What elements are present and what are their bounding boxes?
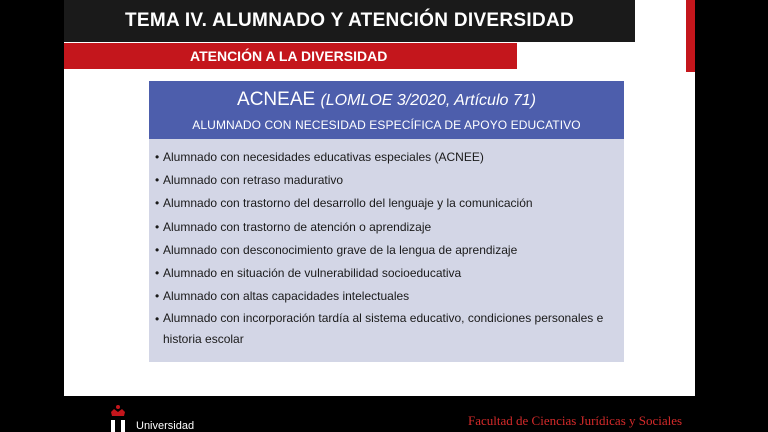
card-subheading: ALUMNADO CON NECESIDAD ESPECÍFICA DE APOYO EDUCATIVO (192, 118, 581, 132)
card-heading-text: ACNEAE (237, 89, 316, 110)
accent-stripe (686, 0, 695, 72)
bullet-icon: • (155, 289, 160, 304)
bullet-icon: • (155, 196, 160, 211)
list-item-text: Alumnado con desconocimiento grave de la lengua de aprendizaje (163, 242, 518, 257)
list-item-text: Alumnado con trastorno del desarrollo del lenguaje y la comunicación (163, 196, 533, 211)
list-item (155, 265, 614, 281)
university-logo (108, 404, 218, 432)
bullet-icon: • (155, 312, 160, 327)
card-header (149, 81, 624, 139)
list-item (155, 149, 614, 165)
list-item-text: Alumnado con retraso madurativo (163, 173, 344, 188)
list-item (155, 172, 614, 188)
faculty-name: Facultad de Ciencias Jurídicas y Sociales (468, 413, 683, 428)
list-item-text: Alumnado con trastorno de atención o aprendizaje (163, 219, 432, 234)
list-item-text: Alumnado con altas capacidades intelectuales (163, 289, 410, 304)
card-heading (149, 89, 624, 112)
subtitle-bar (64, 43, 517, 69)
list-item (155, 242, 614, 258)
bullet-icon: • (155, 173, 160, 188)
university-name: Universidad (136, 420, 195, 432)
bullet-icon: • (155, 265, 160, 280)
list-item-text: Alumnado con necesidades educativas especiales (ACNEE) (163, 150, 484, 164)
crown-icon (108, 404, 128, 432)
list-item (155, 311, 614, 350)
bullet-icon: • (155, 150, 160, 164)
slide (64, 0, 695, 396)
list-item-text: Alumnado con incorporación tardía al sistema educativo, condiciones personales e historia escolar (163, 311, 604, 347)
list-item (155, 288, 614, 304)
title-bar (64, 0, 635, 42)
bullet-icon: • (155, 242, 160, 257)
list-item (155, 195, 614, 211)
bullet-icon: • (155, 219, 160, 234)
slide-subtitle: ATENCIÓN A LA DIVERSIDAD (190, 48, 388, 64)
list-item-text: Alumnado en situación de vulnerabilidad socioeducativa (163, 265, 462, 280)
acneae-card (149, 81, 624, 362)
slide-title: TEMA IV. ALUMNADO Y ATENCIÓN DIVERSIDAD (124, 10, 575, 31)
acneae-list (149, 139, 624, 350)
card-law-reference: (LOMLOE 3/2020, Artículo 71) (320, 92, 536, 109)
list-item (155, 219, 614, 235)
